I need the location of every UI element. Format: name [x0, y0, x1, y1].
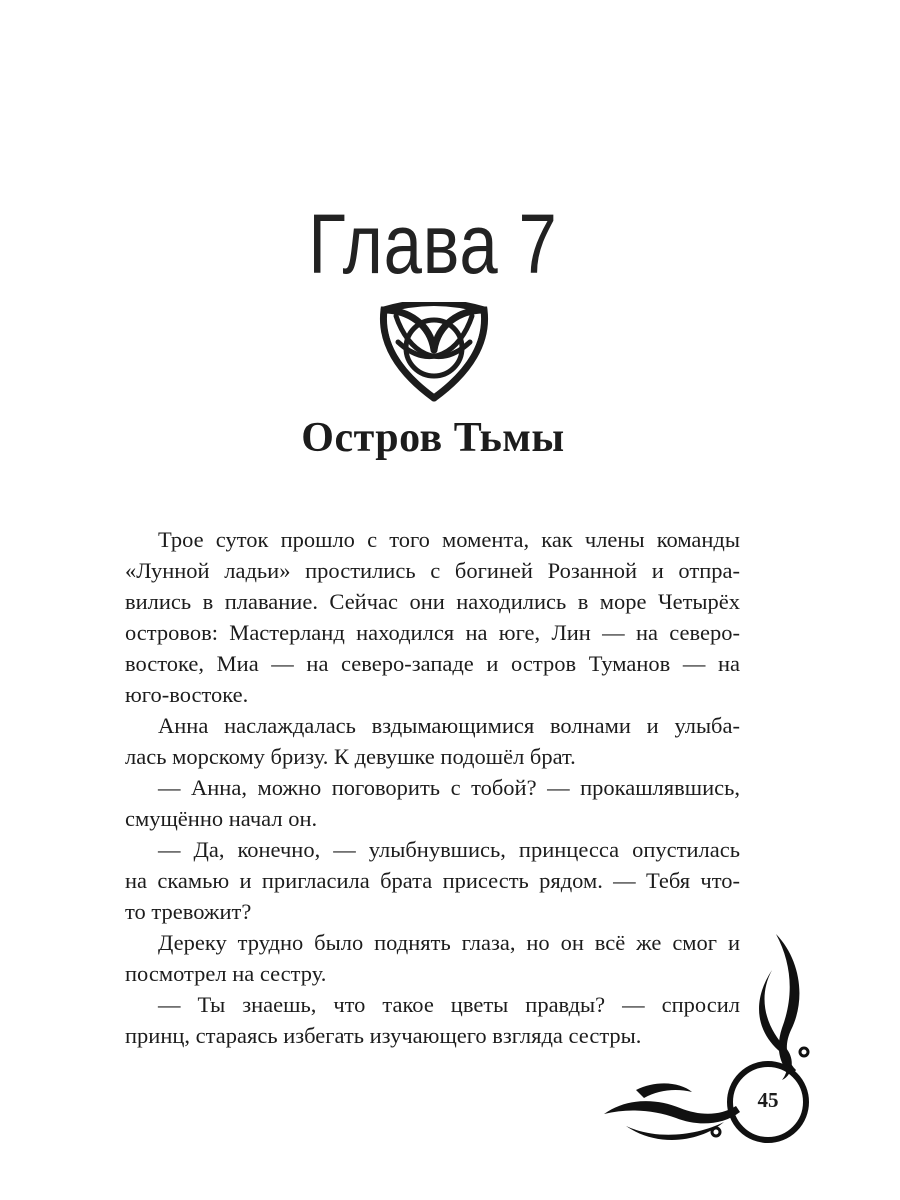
text-line: юго-востоке. [125, 682, 249, 707]
text-line: Дереку трудно было поднять глаза, но он всё же смог и [158, 930, 740, 955]
text-line: — Да, конечно, — улыбнувшись, принцесса опустилась [158, 837, 740, 862]
corner-ornament-icon [596, 930, 816, 1150]
text-line: — Ты знаешь, что такое цветы правды? — спросил [158, 992, 740, 1017]
text-line: то тревожит? [125, 899, 252, 924]
text-line: «Лунной ладьи» простились с богиней Розанной и отпра- [125, 558, 740, 583]
chapter-title: Остров Тьмы [301, 415, 565, 461]
text-line: лась морскому бризу. К девушке подошёл брат. [125, 744, 576, 769]
triquetra-icon [378, 302, 490, 402]
text-line: Анна наслаждалась вздымающимися волнами и улыба- [158, 713, 740, 738]
text-line: посмотрел на сестру. [125, 961, 327, 986]
text-line: на скамью и пригласила брата присесть рядом. — Тебя что- [125, 868, 740, 893]
page-number: 45 [757, 1088, 779, 1112]
text-line: Трое суток прошло с того момента, как члены команды [158, 527, 740, 552]
chapter-label: Глава 7 [308, 197, 558, 291]
text-line: принц, стараясь избегать изучающего взгляда сестры. [125, 1023, 642, 1048]
text-line: смущённо начал он. [125, 806, 318, 831]
text-line: востоке, Миа — на северо-западе и остров Туманов — на [125, 651, 740, 676]
text-line: — Анна, можно поговорить с тобой? — прокашлявшись, [158, 775, 740, 800]
text-line: островов: Мастерланд находился на юге, Лин — на северо- [125, 620, 740, 645]
text-line: вились в плавание. Сейчас они находились в море Четырёх [125, 589, 740, 614]
